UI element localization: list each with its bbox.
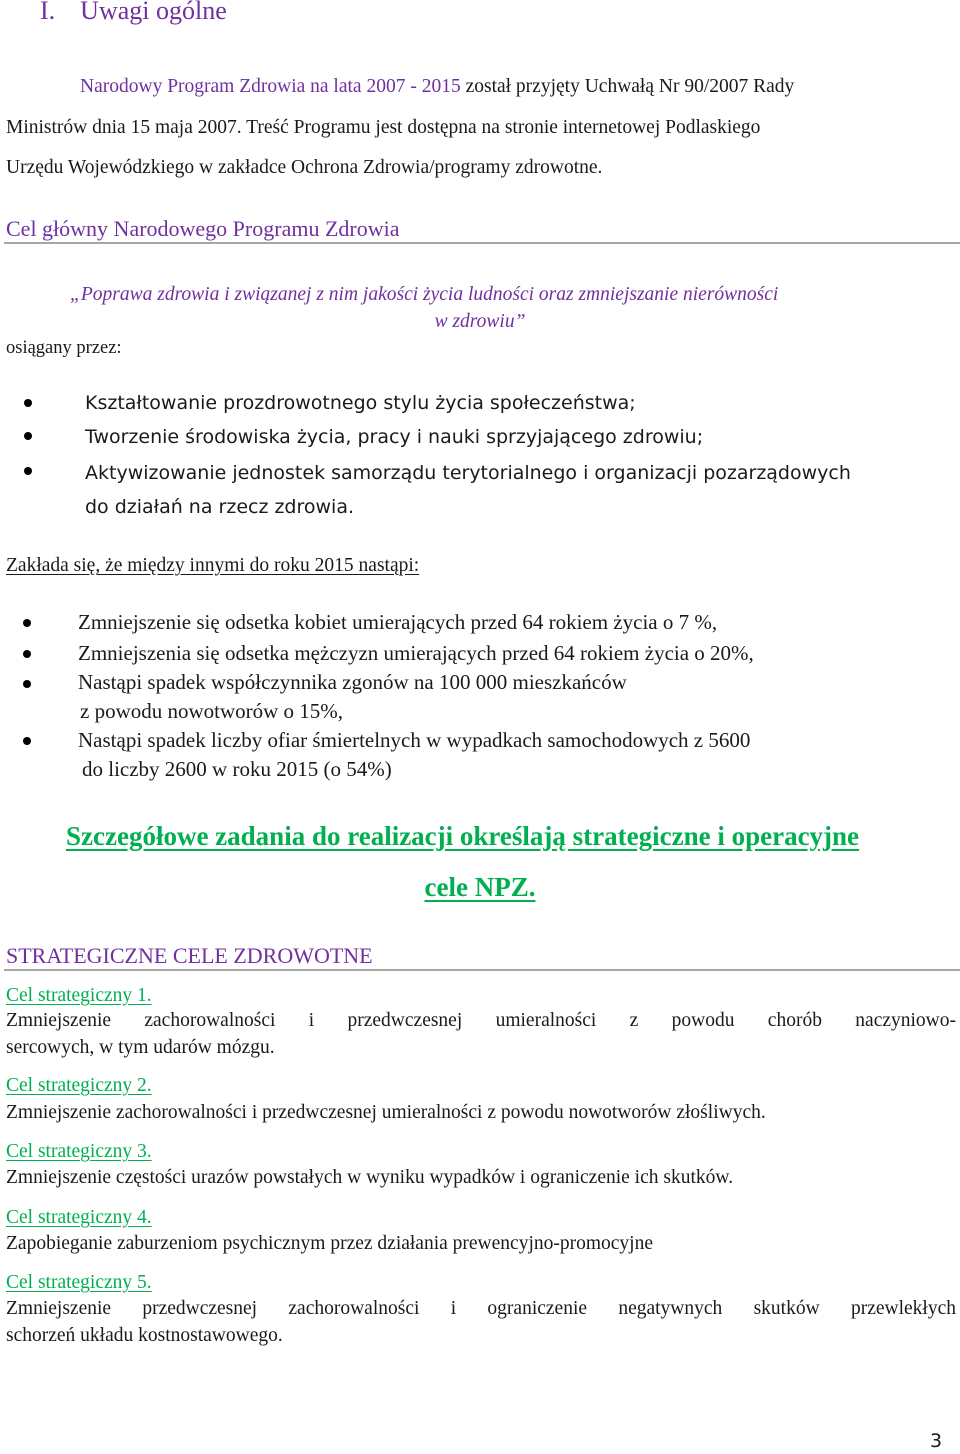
goal-label-5: Cel strategiczny 5. [6, 1272, 152, 1293]
goal-text-1-line-1: Zmniejszenie zachorowalności i przedwczesnej umieralności z powodu chorób naczyniowo- [6, 1010, 956, 1031]
list-item: Nastąpi spadek współczynnika zgonów na 100 000 mieszkańców [78, 670, 627, 694]
page-number: 3 [930, 1430, 943, 1452]
motto-line-1: „Poprawa zdrowia i związanej z nim jakości życia ludności oraz zmniejszanie nierówności [70, 284, 779, 305]
goal-text-1-line-2: sercowych, w tym udarów mózgu. [6, 1037, 275, 1058]
list-item: Kształtowanie prozdrowotnego stylu życia społeczeństwa; [85, 392, 636, 414]
bullet-icon [24, 467, 32, 475]
tasks-heading-line-2: cele NPZ. [424, 872, 536, 902]
list-item: Zmniejszenia się odsetka mężczyzn umierających przed 64 rokiem życia o 20%, [78, 641, 754, 665]
goal-text-5-line-2: schorzeń układu kostnostawowego. [6, 1325, 283, 1346]
list-item: Zmniejszenie się odsetka kobiet umierających przed 64 rokiem życia o 7 %, [78, 610, 718, 634]
main-goal-rule [4, 242, 960, 244]
main-goal-heading: Cel główny Narodowego Programu Zdrowia [6, 216, 400, 241]
bullet-icon [23, 619, 31, 627]
section-title: Uwagi ogólne [80, 0, 227, 25]
strategic-rule [4, 969, 960, 971]
list-item: Aktywizowanie jednostek samorządu terytorialnego i organizacji pozarządowych [85, 462, 851, 484]
tasks-heading-line-1: Szczegółowe zadania do realizacji określają strategiczne i operacyjne [66, 821, 860, 851]
section-number: I. [40, 0, 56, 25]
assumptions-intro: Zakłada się, że między innymi do roku 2015 nastąpi: [6, 555, 420, 576]
goal-text-2: Zmniejszenie zachorowalności i przedwczesnej umieralności z powodu nowotworów złośliwych. [6, 1102, 766, 1123]
list-item-continuation: do działań na rzecz zdrowia. [85, 496, 355, 518]
goal-text-4: Zapobieganie zaburzeniom psychicznym przez działania prewencyjno-promocyjne [6, 1233, 654, 1254]
achieved-by-label: osiągany przez: [6, 338, 122, 358]
bullet-icon [23, 737, 31, 745]
goal-label-3: Cel strategiczny 3. [6, 1141, 152, 1162]
list-item: Tworzenie środowiska życia, pracy i nauki sprzyjającego zdrowiu; [85, 426, 704, 448]
intro-line-1 [80, 74, 794, 100]
program-name: Narodowy Program Zdrowia na lata 2007 - 2015 [80, 76, 461, 97]
strategic-heading: STRATEGICZNE CELE ZDROWOTNE [6, 943, 373, 968]
bullet-icon [23, 650, 31, 658]
list-item-continuation: do liczby 2600 w roku 2015 (o 54%) [82, 757, 392, 781]
bullet-icon [23, 680, 31, 688]
section-heading [40, 0, 227, 28]
intro-line-3: Urzędu Wojewódzkiego w zakładce Ochrona Zdrowia/programy zdrowotne. [6, 157, 603, 178]
goal-text-5-line-1: Zmniejszenie przedwczesnej zachorowalności i ograniczenie negatywnych skutków przewlekłych [6, 1298, 956, 1319]
goal-label-1: Cel strategiczny 1. [6, 985, 152, 1006]
motto-line-2: w zdrowiu” [434, 311, 526, 332]
bullet-icon [24, 432, 32, 440]
list-item-continuation: z powodu nowotworów o 15%, [80, 699, 344, 723]
goal-label-4: Cel strategiczny 4. [6, 1207, 152, 1228]
list-item: Nastąpi spadek liczby ofiar śmiertelnych w wypadkach samochodowych z 5600 [78, 728, 751, 752]
goal-text-3: Zmniejszenie częstości urazów powstałych w wyniku wypadków i ograniczenie ich skutków. [6, 1167, 734, 1188]
intro-line-1-rest: został przyjęty Uchwałą Nr 90/2007 Rady [460, 76, 795, 97]
bullet-icon [24, 399, 32, 407]
intro-line-2: Ministrów dnia 15 maja 2007. Treść Programu jest dostępna na stronie internetowej Podlaskiego [6, 117, 761, 138]
goal-label-2: Cel strategiczny 2. [6, 1075, 152, 1096]
